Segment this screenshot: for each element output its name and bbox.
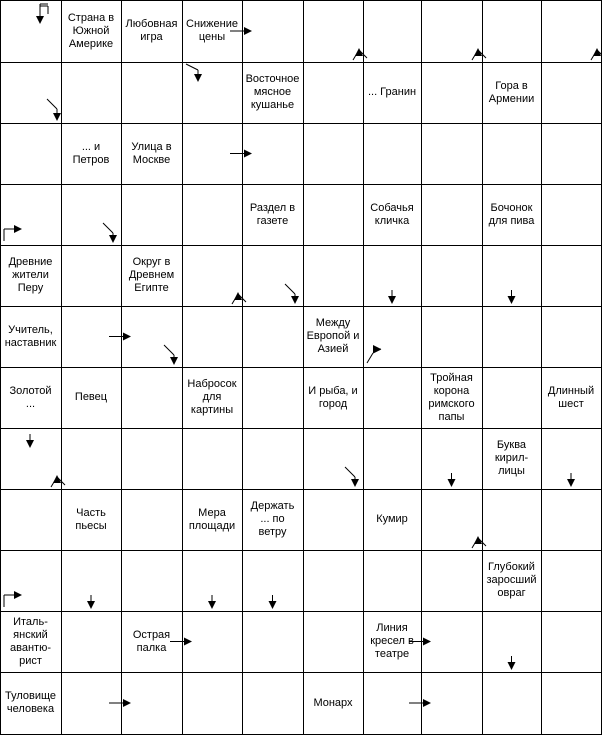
answer-cell[interactable] (182, 245, 243, 307)
clue-cell (482, 550, 542, 612)
answer-cell[interactable] (303, 428, 364, 490)
answer-cell[interactable] (421, 0, 483, 63)
answer-cell[interactable] (182, 123, 243, 185)
clue-text: Туловище человека (4, 690, 57, 715)
answer-cell[interactable] (541, 245, 602, 307)
clue-text: Собачья кличка (370, 201, 414, 227)
clue-cell (61, 367, 122, 429)
clue-text: Между Европой и Азией (306, 317, 360, 355)
clue-text: Мера площади (188, 506, 236, 532)
answer-cell[interactable] (482, 611, 542, 673)
clue-cell (541, 367, 602, 429)
clue-cell (0, 245, 62, 307)
clue-cell (121, 245, 183, 307)
answer-cell[interactable] (242, 550, 304, 612)
answer-cell[interactable] (242, 672, 304, 735)
answer-cell[interactable] (182, 428, 243, 490)
answer-cell[interactable] (541, 123, 602, 185)
answer-cell[interactable] (482, 245, 542, 307)
clue-text: Раздел в газете (249, 201, 296, 227)
clue-cell (482, 428, 542, 490)
answer-cell[interactable] (303, 62, 364, 124)
answer-cell[interactable] (541, 428, 602, 490)
answer-cell[interactable] (303, 489, 364, 551)
clue-text: Острая палка (132, 628, 171, 654)
clue-cell (363, 489, 422, 551)
answer-cell[interactable] (61, 611, 122, 673)
clue-text: Монарх (313, 696, 353, 709)
clue-text: Гора в Армении (488, 79, 535, 105)
answer-cell[interactable] (303, 245, 364, 307)
clue-cell (182, 489, 243, 551)
answer-cell[interactable] (541, 184, 602, 246)
answer-cell[interactable] (421, 184, 483, 246)
answer-cell[interactable] (242, 428, 304, 490)
answer-cell[interactable] (421, 306, 483, 368)
clue-text: И рыба, и город (308, 384, 358, 410)
answer-cell[interactable] (482, 123, 542, 185)
answer-cell[interactable] (121, 550, 183, 612)
clue-cell (363, 611, 422, 673)
answer-cell[interactable] (0, 123, 62, 185)
clue-text: Снижение цены (186, 18, 238, 43)
answer-cell[interactable] (182, 62, 243, 124)
clue-text: Бочонок для пива (488, 201, 535, 227)
answer-cell[interactable] (303, 123, 364, 185)
answer-cell[interactable] (0, 428, 62, 490)
clue-cell (482, 184, 542, 246)
clue-cell (303, 672, 364, 735)
clue-text: Восточное мясное кушанье (245, 73, 300, 111)
clue-text: Улица в Москве (131, 140, 172, 166)
answer-cell[interactable] (541, 62, 602, 124)
answer-cell[interactable] (242, 611, 304, 673)
clue-text: Глубокий заросший овраг (486, 561, 537, 599)
answer-cell[interactable] (61, 550, 122, 612)
clue-text: Часть пьесы (75, 506, 107, 532)
clue-text: Линия кресел в театре (370, 622, 414, 660)
answer-cell[interactable] (182, 672, 243, 735)
answer-cell[interactable] (61, 672, 122, 735)
clue-text: Любовная игра (125, 18, 178, 43)
clue-cell (0, 367, 62, 429)
clue-text: Тройная корона римского папы (428, 371, 475, 423)
clue-text: Округ в Древнем Египте (128, 256, 175, 294)
clue-cell (182, 367, 243, 429)
answer-cell[interactable] (482, 672, 542, 735)
clue-cell (61, 0, 122, 63)
clue-cell (482, 62, 542, 124)
clue-text: Кумир (376, 513, 408, 525)
clue-cell (0, 306, 62, 368)
answer-cell[interactable] (482, 489, 542, 551)
clue-cell (303, 367, 364, 429)
answer-cell[interactable] (182, 611, 243, 673)
clue-cell (242, 62, 304, 124)
clue-cell (242, 489, 304, 551)
clue-cell (363, 184, 422, 246)
answer-cell[interactable] (363, 550, 422, 612)
clue-cell (61, 123, 122, 185)
answer-cell[interactable] (482, 367, 542, 429)
answer-cell[interactable] (421, 550, 483, 612)
clue-cell (121, 611, 183, 673)
answer-cell[interactable] (541, 306, 602, 368)
answer-cell[interactable] (0, 550, 62, 612)
answer-cell[interactable] (303, 184, 364, 246)
answer-cell[interactable] (421, 62, 483, 124)
clue-text: Учитель, наставник (4, 323, 57, 349)
clue-text: Древние жители Перу (8, 256, 53, 294)
answer-cell[interactable] (541, 550, 602, 612)
answer-cell[interactable] (421, 489, 483, 551)
answer-cell[interactable] (363, 0, 422, 63)
answer-cell[interactable] (121, 428, 183, 490)
answer-cell[interactable] (303, 550, 364, 612)
answer-cell[interactable] (421, 428, 483, 490)
answer-cell[interactable] (242, 306, 304, 368)
clue-text: Певец (74, 391, 108, 403)
answer-cell[interactable] (0, 0, 62, 63)
clue-text: Золотой ... (9, 384, 52, 410)
answer-cell[interactable] (0, 62, 62, 124)
answer-cell[interactable] (121, 672, 183, 735)
clue-text: Буква кирил- лицы (494, 439, 529, 477)
answer-cell[interactable] (182, 550, 243, 612)
answer-cell[interactable] (363, 367, 422, 429)
answer-cell[interactable] (421, 123, 483, 185)
answer-cell[interactable] (303, 0, 364, 63)
answer-cell[interactable] (0, 489, 62, 551)
answer-cell[interactable] (121, 62, 183, 124)
answer-cell[interactable] (242, 245, 304, 307)
answer-cell[interactable] (482, 306, 542, 368)
clue-cell (303, 306, 364, 368)
answer-cell[interactable] (363, 123, 422, 185)
answer-cell[interactable] (242, 0, 304, 63)
clue-cell (0, 611, 62, 673)
clue-text: ... Гранин (367, 86, 417, 98)
clue-cell (363, 62, 422, 124)
answer-cell[interactable] (242, 123, 304, 185)
answer-cell[interactable] (421, 611, 483, 673)
answer-cell[interactable] (182, 184, 243, 246)
answer-cell[interactable] (541, 611, 602, 673)
clue-cell (242, 184, 304, 246)
answer-cell[interactable] (541, 672, 602, 735)
clue-cell (121, 0, 183, 63)
answer-cell[interactable] (242, 367, 304, 429)
answer-cell[interactable] (121, 306, 183, 368)
answer-cell[interactable] (182, 306, 243, 368)
clue-text: Страна в Южной Америке (67, 11, 115, 50)
answer-cell[interactable] (363, 428, 422, 490)
answer-cell[interactable] (482, 0, 542, 63)
answer-cell[interactable] (303, 611, 364, 673)
answer-cell[interactable] (363, 245, 422, 307)
answer-cell[interactable] (61, 62, 122, 124)
clue-text: Италь- янский авантю- рист (10, 615, 51, 667)
clue-cell (61, 489, 122, 551)
clue-text: ... и Петров (72, 140, 110, 166)
answer-cell[interactable] (121, 489, 183, 551)
answer-cell[interactable] (363, 672, 422, 735)
answer-cell[interactable] (0, 184, 62, 246)
clue-cell (182, 0, 243, 63)
clue-cell (421, 367, 483, 429)
clue-cell (121, 123, 183, 185)
answer-cell[interactable] (121, 184, 183, 246)
answer-cell[interactable] (61, 184, 122, 246)
clue-text: Держать ... по ветру (250, 500, 295, 538)
clue-cell (0, 672, 62, 735)
clue-text: Набросок для картины (187, 378, 237, 416)
answer-cell[interactable] (541, 0, 602, 63)
answer-cell[interactable] (121, 367, 183, 429)
answer-cell[interactable] (61, 428, 122, 490)
answer-cell[interactable] (421, 672, 483, 735)
answer-cell[interactable] (61, 306, 122, 368)
clue-text: Длинный шест (547, 384, 595, 410)
answer-cell[interactable] (541, 489, 602, 551)
answer-cell[interactable] (363, 306, 422, 368)
answer-cell[interactable] (61, 245, 122, 307)
answer-cell[interactable] (421, 245, 483, 307)
